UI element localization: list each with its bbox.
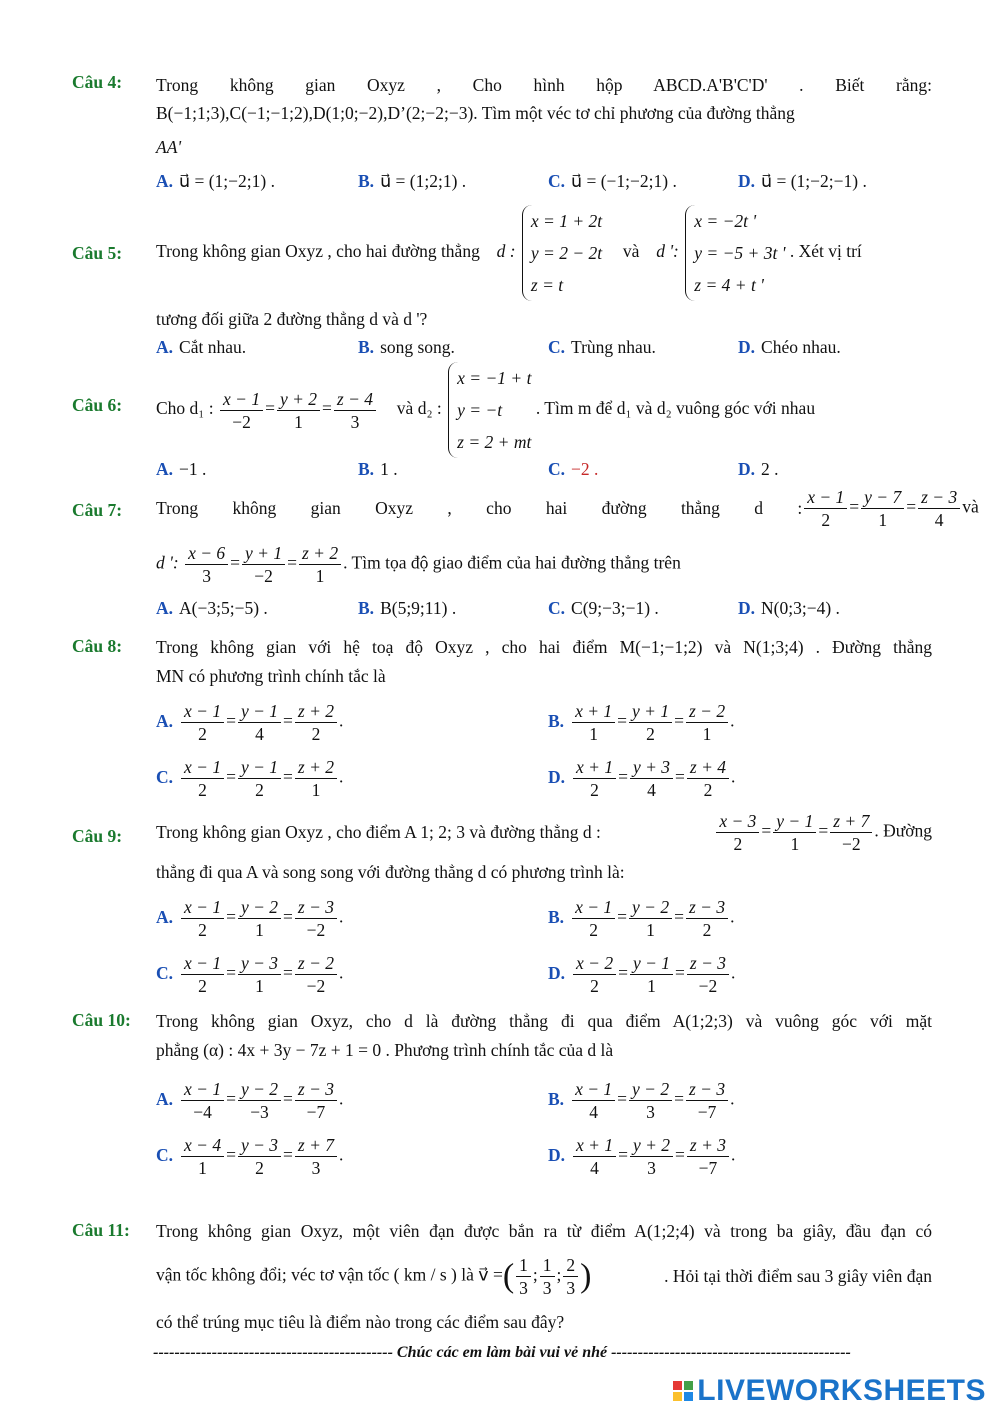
question-statement: Trong không gian Oxyz , cho hai đường thẳng d : $\frac{x - 1}{2}$ = $\frac{y - 7}{1}$ = $\frac{z - 3}{4}$ và — [156, 487, 979, 530]
option-d[interactable]: D. 2 . — [738, 459, 779, 479]
option-b[interactable]: B. $\frac{x - 1}{4}$ = $\frac{y - 2}{3}$ = $\frac{z - 3}{-7}$ . — [548, 1079, 735, 1122]
question-text-line: MN có phương trình chính tắc là — [156, 666, 386, 686]
question-label: Câu 9: — [72, 826, 123, 846]
option-c[interactable]: C. $\frac{x - 1}{2}$ = $\frac{y - 1}{2}$ = $\frac{z + 2}{1}$ . — [156, 757, 344, 800]
question-text-line: thẳng đi qua A và song song với đường thẳng d có phương trình là: — [156, 862, 625, 882]
question-label: Câu 10: — [72, 1010, 131, 1030]
liveworksheets-icon — [673, 1381, 693, 1401]
option-b[interactable]: B. u⃗ = (1;2;1) . — [358, 171, 467, 191]
option-d[interactable]: D. Chéo nhau. — [738, 337, 841, 357]
option-a[interactable]: A. $\frac{x - 1}{2}$ = $\frac{y - 2}{1}$ = $\frac{z - 3}{-2}$ . — [156, 897, 344, 940]
question-text-line: Trong không gian với hệ toạ độ Oxyz , cho hai điểm M(−1;−1;2) và N(1;3;4) . Đường thẳng — [156, 637, 932, 657]
question-text-line: Trong không gian Oxyz, một viên đạn được bắn ra từ điểm A(1;2;4) và trong ba giây, đầu đạn có — [156, 1221, 932, 1241]
question-statement-line2: d ': $\frac{x - 6}{3}$ = $\frac{y + 1}{-2}$ = $\frac{z + 2}{1}$ . Tìm tọa độ giao điểm của hai đường thẳng trên — [156, 543, 681, 586]
icon-square — [684, 1381, 693, 1390]
option-c[interactable]: C. −2 . — [548, 459, 599, 479]
option-c[interactable]: C. C(9;−3;−1) . — [548, 598, 659, 618]
option-c[interactable]: C. Trùng nhau. — [548, 337, 656, 357]
question-statement-line2: vận tốc không đổi; véc tơ vận tốc ( km / s ) là v⃗ =( $\frac{1}{3}$ ; $\frac{1}{3}$ ; $\frac{2}{3}$ ) . Hỏi tại thời điểm sau 3 giây viên đạn — [156, 1255, 932, 1298]
option-d[interactable]: D. u⃗ = (1;−2;−1) . — [738, 171, 867, 191]
question-label: Câu 4: — [72, 72, 123, 92]
question-label: Câu 5: — [72, 243, 123, 263]
option-c[interactable]: C. $\frac{x - 1}{2}$ = $\frac{y - 3}{1}$ = $\frac{z - 2}{-2}$ . — [156, 953, 344, 996]
footer-message: --------------------------------------------- Chúc các em làm bài vui vẻ nhé --------------------------------------------- — [153, 1344, 851, 1361]
option-d[interactable]: D. $\frac{x - 2}{2}$ = $\frac{y - 1}{1}$ = $\frac{z - 3}{-2}$ . — [548, 953, 736, 996]
icon-square — [684, 1392, 693, 1401]
question-text-line: tương đối giữa 2 đường thẳng d và d '? — [156, 309, 428, 329]
question-statement: Cho d₁ : $\frac{x - 1}{-2}$ = $\frac{y + 2}{1}$ = $\frac{z - 4}{3}$ và d₂ : x = −1 + t y = −t z = 2 + mt . Tìm m để d₁ và d₂ vuông góc với nhau — [156, 362, 815, 458]
option-b[interactable]: B. 1 . — [358, 459, 398, 479]
option-b[interactable]: B. $\frac{x - 1}{2}$ = $\frac{y - 2}{1}$ = $\frac{z - 3}{2}$ . — [548, 897, 735, 940]
option-d[interactable]: D. N(0;3;−4) . — [738, 598, 840, 618]
option-a[interactable]: A. $\frac{x - 1}{-4}$ = $\frac{y - 2}{-3}$ = $\frac{z - 3}{-7}$ . — [156, 1079, 344, 1122]
question-label: Câu 8: — [72, 636, 123, 656]
icon-square — [673, 1392, 682, 1401]
question-text-line: Trong không gian Oxyz, cho d là đường thẳng đi qua điểm A(1;2;3) và vuông góc với mặt — [156, 1011, 932, 1031]
question-text-line: có thể trúng mục tiêu là điểm nào trong các điểm sau đây? — [156, 1312, 565, 1332]
option-d[interactable]: D. $\frac{x + 1}{2}$ = $\frac{y + 3}{4}$ = $\frac{z + 4}{2}$ . — [548, 757, 736, 800]
question-statement: Trong không gian Oxyz , cho hai đường thẳng d : x = 1 + 2t y = 2 − 2t z = t và d ': x = −2t ' y = −5 + 3t ' z = 4 + t ' . Xét vị trí — [156, 205, 862, 301]
option-a[interactable]: A. A(−3;5;−5) . — [156, 598, 268, 618]
question-text-line: B(−1;1;3),C(−1;−1;2),D(1;0;−2),D’(2;−2;−3). Tìm một véc tơ chỉ phương của đường thẳng — [156, 103, 795, 123]
icon-square — [673, 1381, 682, 1390]
option-b[interactable]: B. song song. — [358, 337, 455, 357]
question-label: Câu 11: — [72, 1220, 130, 1240]
liveworksheets-logo[interactable] — [673, 1374, 986, 1408]
question-text-line: AA' — [156, 137, 182, 157]
question-text-line: phẳng (α) : 4x + 3y − 7z + 1 = 0 . Phương trình chính tắc của d là — [156, 1040, 614, 1060]
option-a[interactable]: A. −1 . — [156, 459, 207, 479]
option-a[interactable]: A. Cắt nhau. — [156, 337, 247, 357]
brand-name: LIVEWORKSHEETS — [697, 1374, 986, 1407]
question-label: Câu 7: — [72, 500, 123, 520]
option-a[interactable]: A. $\frac{x - 1}{2}$ = $\frac{y - 1}{4}$ = $\frac{z + 2}{2}$ . — [156, 701, 344, 744]
line-d2-system: x = −1 + t y = −t z = 2 + mt — [448, 362, 531, 458]
option-b[interactable]: B. B(5;9;11) . — [358, 598, 457, 618]
line-d-prime-system: x = −2t ' y = −5 + 3t ' z = 4 + t ' — [685, 205, 785, 301]
option-c[interactable]: C. u⃗ = (−1;−2;1) . — [548, 171, 677, 191]
question-statement: Trong không gian Oxyz , cho điểm A 1; 2; 3 và đường thẳng d : $\frac{x - 3}{2}$ = $\frac{y - 1}{1}$ = $\frac{z + 7}{-2}$ . Đường — [156, 811, 932, 854]
question-label: Câu 6: — [72, 395, 123, 415]
option-a[interactable]: A. u⃗ = (1;−2;1) . — [156, 171, 275, 191]
option-b[interactable]: B. $\frac{x + 1}{1}$ = $\frac{y + 1}{2}$ = $\frac{z - 2}{1}$ . — [548, 701, 735, 744]
option-d[interactable]: D. $\frac{x + 1}{4}$ = $\frac{y + 2}{3}$ = $\frac{z + 3}{-7}$ . — [548, 1135, 736, 1178]
option-c[interactable]: C. $\frac{x - 4}{1}$ = $\frac{y - 3}{2}$ = $\frac{z + 7}{3}$ . — [156, 1135, 344, 1178]
question-text-line: Trong không gian Oxyz , Cho hình hộp ABCD.A'B'C'D' . Biết rằng: — [156, 75, 932, 95]
line-d-system: x = 1 + 2t y = 2 − 2t z = t — [522, 205, 602, 301]
